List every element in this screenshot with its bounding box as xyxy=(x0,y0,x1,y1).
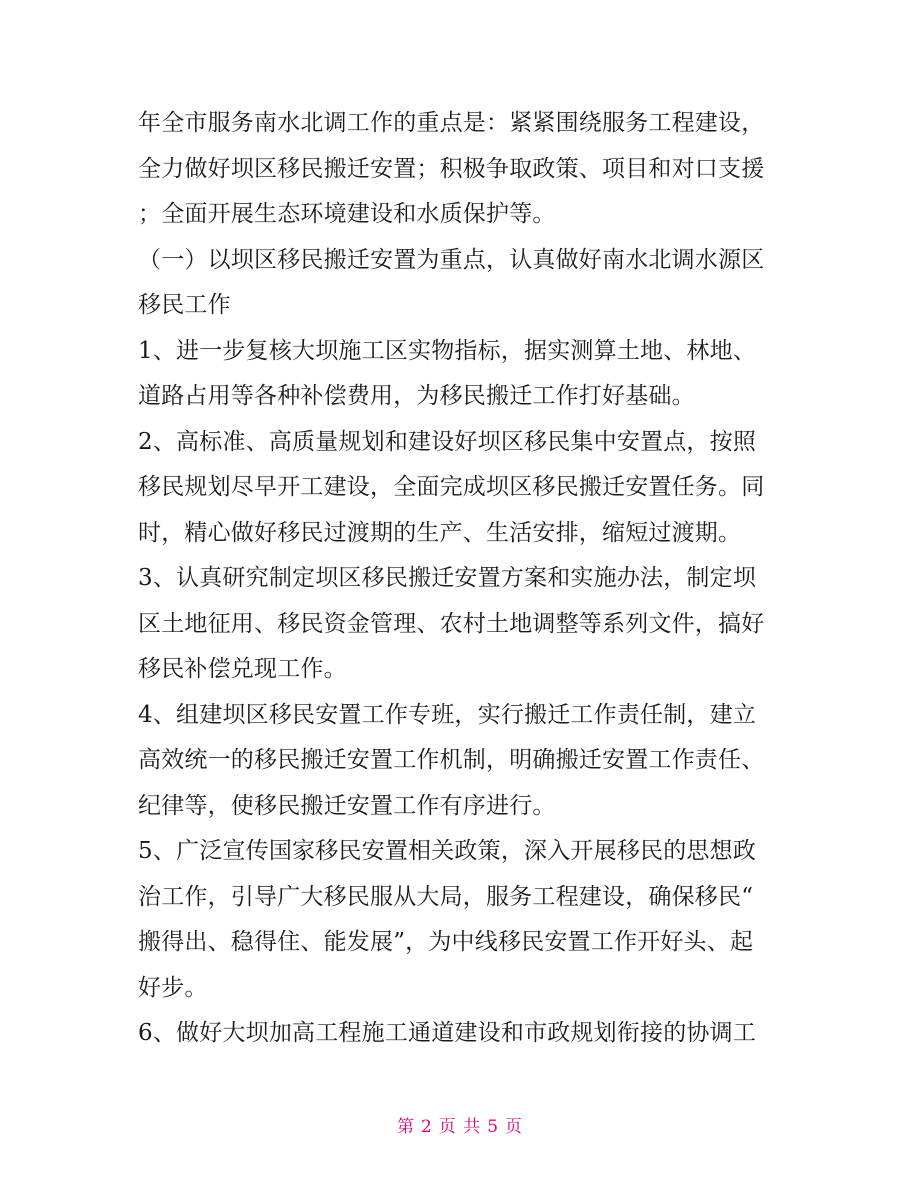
text-line: 年全市服务南水北调工作的重点是：紧紧围绕服务工程建设， xyxy=(138,110,765,136)
page-footer xyxy=(0,1112,920,1137)
text-line: 区土地征用、移民资金管理、农村土地调整等系列文件，搞好 xyxy=(138,610,765,637)
footer-suffix: 页 xyxy=(505,1117,524,1137)
text-line: 移民规划尽早开工建设，全面完成坝区移民搬迁安置任务。同 xyxy=(138,474,765,500)
document-body xyxy=(138,101,788,1057)
text-line: 道路占用等各种补偿费用，为移民搬迁工作打好基础。 xyxy=(138,383,695,409)
text-line: 搬得出、稳得住、能发展”，为中线移民安置工作开好头、起 xyxy=(138,929,754,955)
footer-middle: 页 共 xyxy=(438,1117,482,1137)
text-line: 全力做好坝区移民搬迁安置；积极争取政策、项目和对口支援 xyxy=(138,155,765,182)
list-item-3: 3、认真研究制定坝区移民搬迁安置方案和实施办法，制定坝 xyxy=(138,565,757,591)
list-item-6: 6、做好大坝加高工程施工通道建设和市政规划衔接的协调工 xyxy=(138,1020,757,1046)
list-item-5: 5、广泛宣传国家移民安置相关政策，深入开展移民的思想政 xyxy=(138,838,757,864)
text-line: 治工作，引导广大移民服从大局，服务工程建设，确保移民“ xyxy=(138,883,754,910)
text-line: 纪律等，使移民搬迁安置工作有序进行。 xyxy=(138,792,556,819)
footer-current-page: 2 xyxy=(420,1117,433,1137)
footer-total-pages: 5 xyxy=(487,1117,500,1137)
footer-prefix: 第 xyxy=(396,1117,415,1137)
section-heading: （一）以坝区移民搬迁安置为重点，认真做好南水北调水源区 xyxy=(138,246,765,273)
list-item-1: 1、进一步复核大坝施工区实物指标，据实测算土地、林地、 xyxy=(138,337,757,364)
list-item-4: 4、组建坝区移民安置工作专班，实行搬迁工作责任制，建立 xyxy=(138,701,757,728)
text-line: 时，精心做好移民过渡期的生产、生活安排，缩短过渡期。 xyxy=(138,519,742,546)
text-line: 好步。 xyxy=(138,974,208,1001)
text-line: 高效统一的移民搬迁安置工作机制，明确搬迁安置工作责任、 xyxy=(138,747,765,773)
text-line: ；全面开展生态环境建设和水质保护等。 xyxy=(138,201,556,227)
text-line: 移民补偿兑现工作。 xyxy=(138,656,347,682)
list-item-2: 2、高标准、高质量规划和建设好坝区移民集中安置点，按照 xyxy=(138,428,757,455)
section-heading: 移民工作 xyxy=(138,292,231,318)
